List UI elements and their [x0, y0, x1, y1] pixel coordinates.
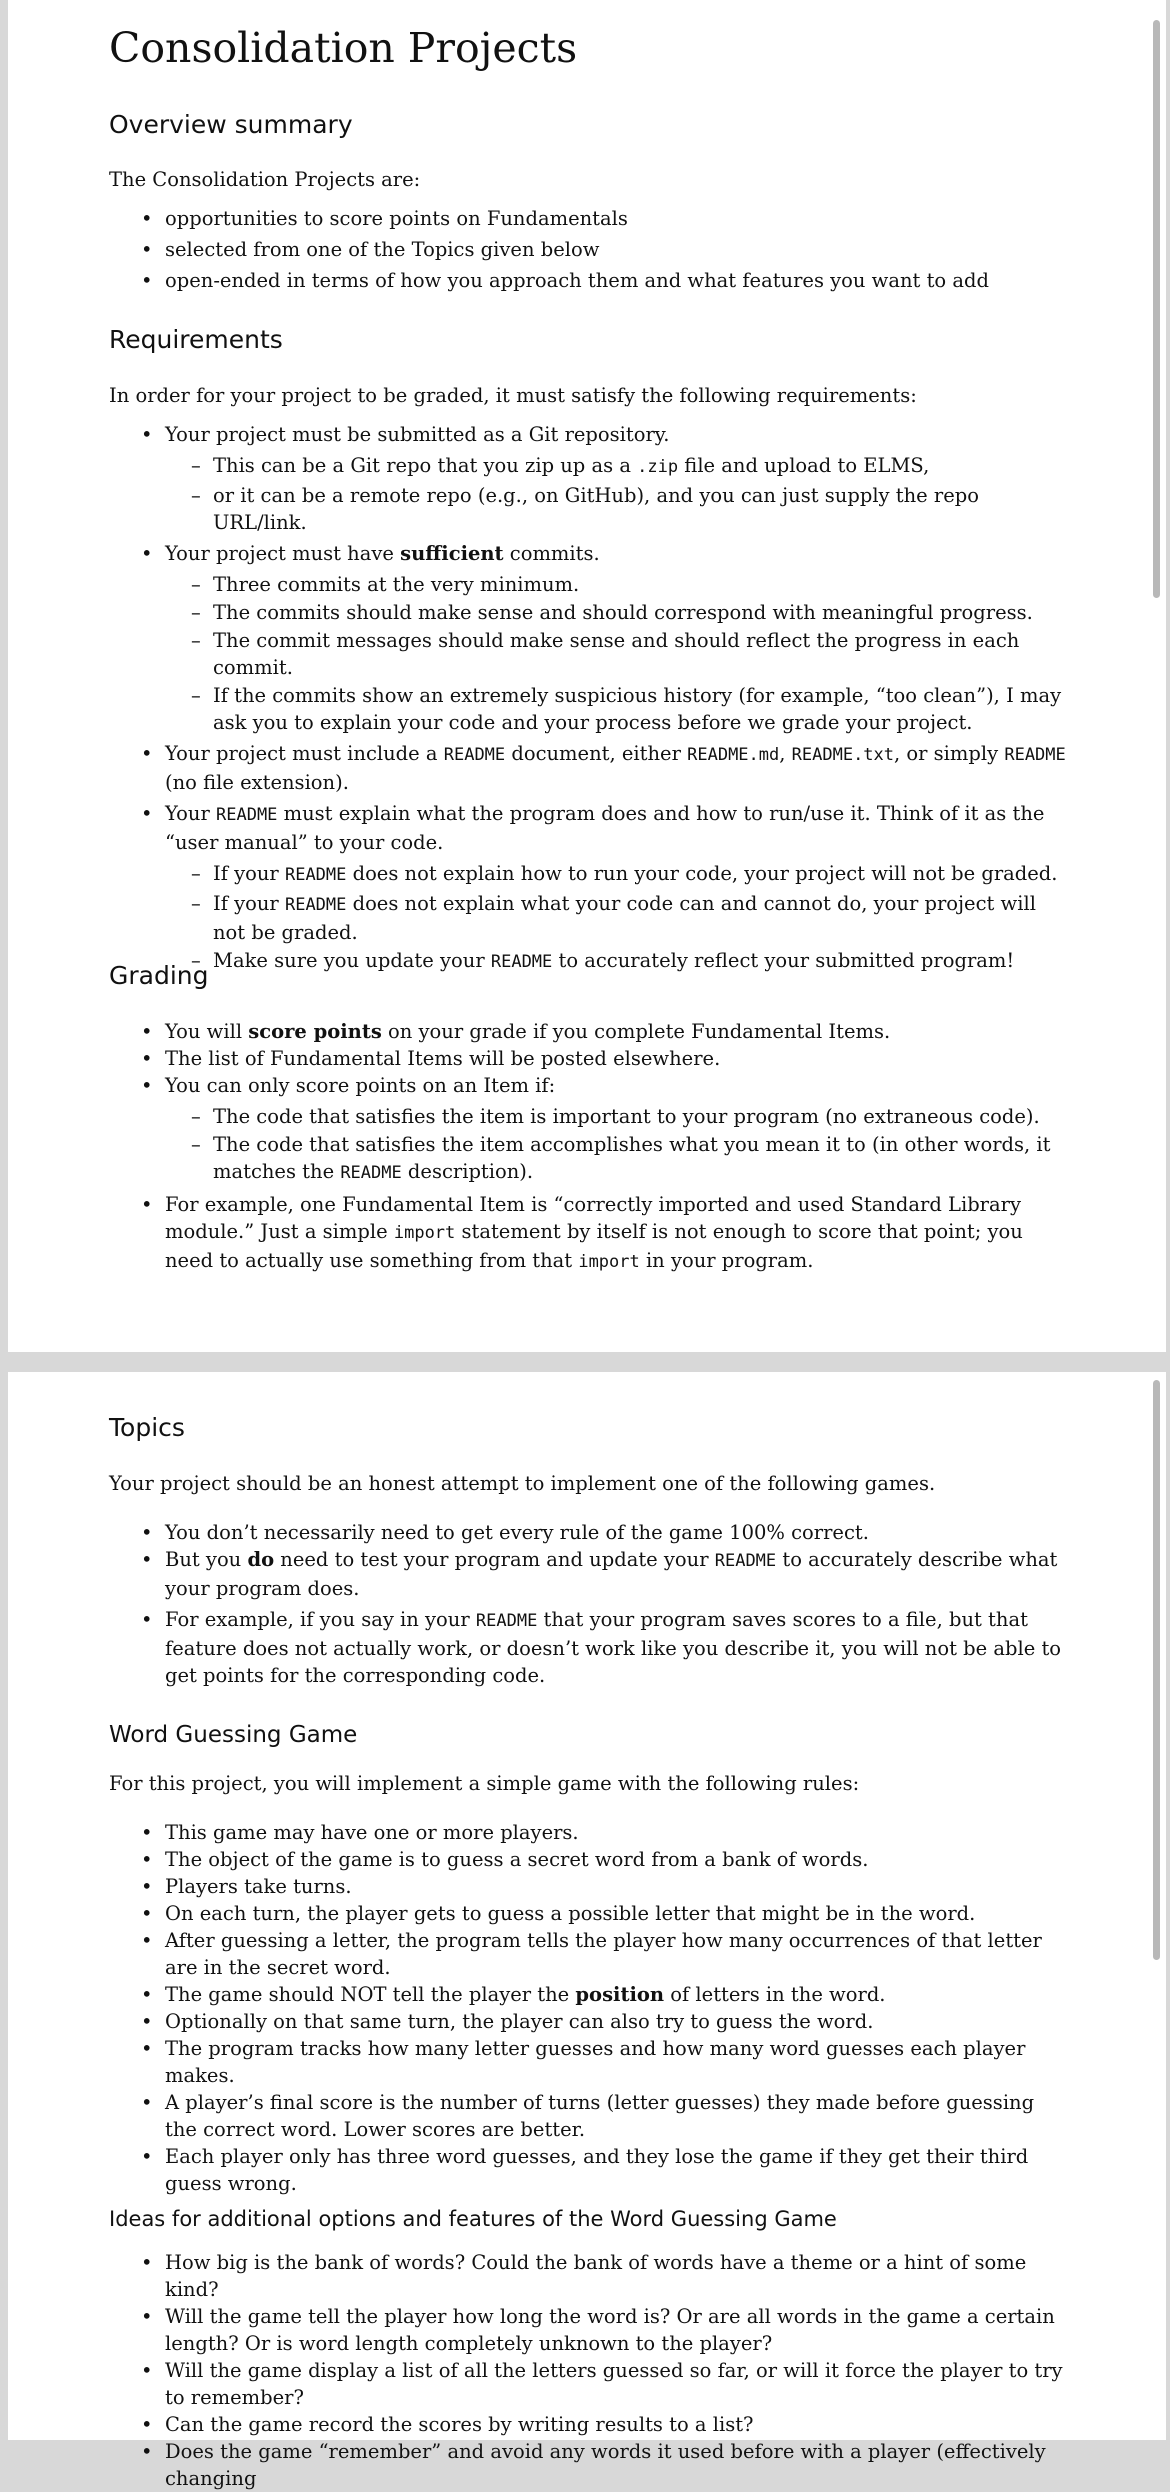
list-item: • selected from one of the Topics given below: [109, 236, 1069, 263]
overview-section: [109, 166, 1069, 298]
list-item: • Players take turns.: [109, 1873, 1069, 1900]
topics-intro: Your project should be an honest attempt to implement one of the following games.: [109, 1472, 936, 1495]
list-item: – Three commits at the very minimum.: [165, 571, 1069, 598]
list-item: • How big is the bank of words? Could the bank of words have a theme or a hint of some kind?: [109, 2249, 1069, 2303]
list-item: • Your project must have sufficient commits. – Three commits at the very minimum. – The commits should make sense and should correspond with meaningful progress. – The commit messages should make sense and should reflect the progress in each commit. – If the commits show an extremely suspicious history (for example, “too clean”), I may ask you to explain your code and your process before we grade your project.: [109, 540, 1069, 736]
ideas-section: [109, 2249, 1069, 2492]
list-item: • Your project must be submitted as a Git repository. – This can be a Git repo that you zip up as a .zip file and upload to ELMS, – or it can be a remote repo (e.g., on GitHub), and you can just supply the repo URL/link.: [109, 421, 1069, 536]
list-item: • The list of Fundamental Items will be posted elsewhere.: [109, 1045, 1069, 1072]
topics-section: [109, 1470, 1069, 1693]
scrollbar[interactable]: [1153, 1380, 1160, 1960]
list-item: • You don’t necessarily need to get every rule of the game 100% correct.: [109, 1519, 1069, 1546]
word-game-rules: [109, 1819, 1069, 2197]
list-item: • You will score points on your grade if you complete Fundamental Items.: [109, 1018, 1069, 1045]
list-item: • The game should NOT tell the player the position of letters in the word.: [109, 1981, 1069, 2008]
page-title: Consolidation Projects: [109, 24, 578, 72]
list-item: • A player’s final score is the number of turns (letter guesses) they made before guessing the correct word. Lower scores are better.: [109, 2089, 1069, 2143]
list-item: – If the commits show an extremely suspicious history (for example, “too clean”), I may ask you to explain your code and your process before we grade your project.: [165, 682, 1069, 736]
list-item: • Each player only has three word guesses, and they lose the game if they get their third guess wrong.: [109, 2143, 1069, 2197]
ideas-heading: Ideas for additional options and features of the Word Guessing Game: [109, 2207, 837, 2231]
list-item: • The object of the game is to guess a secret word from a bank of words.: [109, 1846, 1069, 1873]
scrollbar[interactable]: [1153, 20, 1160, 598]
list-item: • For example, if you say in your README that your program saves scores to a file, but that feature does not actually work, or doesn’t work like you describe it, you will not be able to get points for the corresponding code.: [109, 1606, 1069, 1689]
topics-heading: Topics: [109, 1413, 185, 1442]
list-item: – The commits should make sense and should correspond with meaningful progress.: [165, 599, 1069, 626]
list-item: • After guessing a letter, the program tells the player how many occurrences of that letter are in the secret word.: [109, 1927, 1069, 1981]
overview-intro: The Consolidation Projects are:: [109, 168, 421, 191]
list-item: • Will the game tell the player how long the word is? Or are all words in the game a certain length? Or is word length completely unknown to the player?: [109, 2303, 1069, 2357]
document-page-2: [8, 1372, 1166, 2490]
word-game-section: [109, 1770, 1069, 2197]
list-item: • Optionally on that same turn, the player can also try to guess the word.: [109, 2008, 1069, 2035]
requirements-section: [109, 382, 1069, 980]
list-item: – or it can be a remote repo (e.g., on GitHub), and you can just supply the repo URL/link.: [165, 482, 1069, 536]
list-item: – Make sure you update your README to accurately reflect your submitted program!: [165, 947, 1069, 976]
document-page-1: [8, 0, 1166, 1352]
list-item: • open-ended in terms of how you approach them and what features you want to add: [109, 267, 1069, 294]
word-game-heading: Word Guessing Game: [109, 1722, 358, 1748]
list-item: • Your project must include a README document, either README.md, README.txt, or simply README (no file extension).: [109, 740, 1069, 796]
list-item: • But you do need to test your program and update your README to accurately describe what your program does.: [109, 1546, 1069, 1602]
list-item: – The code that satisfies the item is important to your program (no extraneous code).: [165, 1103, 1069, 1130]
requirements-intro: In order for your project to be graded, it must satisfy the following requirements:: [109, 384, 917, 407]
requirements-heading: Requirements: [109, 325, 283, 354]
list-item: • On each turn, the player gets to guess a possible letter that might be in the word.: [109, 1900, 1069, 1927]
list-item: – The commit messages should make sense and should reflect the progress in each commit.: [165, 627, 1069, 681]
list-item: • This game may have one or more players.: [109, 1819, 1069, 1846]
list-item: – This can be a Git repo that you zip up as a .zip file and upload to ELMS,: [165, 452, 1069, 481]
list-item: • opportunities to score points on Fundamentals: [109, 205, 1069, 232]
overview-list: [109, 205, 1069, 294]
list-item: – If your README does not explain how to run your code, your project will not be graded.: [165, 860, 1069, 889]
grading-section: [109, 1018, 1069, 1280]
list-item: • Will the game display a list of all the letters guessed so far, or will it force the player to try to remember?: [109, 2357, 1069, 2411]
list-item: – If your README does not explain what your code can and cannot do, your project will not be graded.: [165, 890, 1069, 946]
grading-list: [109, 1018, 1069, 1276]
grading-heading: Grading: [109, 961, 209, 990]
list-item: • Does the game “remember” and avoid any words it used before with a player (effectively changing: [109, 2438, 1069, 2492]
word-game-intro: For this project, you will implement a simple game with the following rules:: [109, 1772, 860, 1795]
overview-heading: Overview summary: [109, 110, 353, 139]
requirements-list: [109, 421, 1069, 976]
list-item: – The code that satisfies the item accomplishes what you mean it to (in other words, it matches the README description).: [165, 1131, 1069, 1187]
topics-list: [109, 1519, 1069, 1689]
ideas-list: [109, 2249, 1069, 2492]
list-item: • For example, one Fundamental Item is “correctly imported and used Standard Library module.” Just a simple import statement by itself is not enough to score that point; you need to actually use something from that import in your program.: [109, 1191, 1069, 1276]
list-item: • The program tracks how many letter guesses and how many word guesses each player makes.: [109, 2035, 1069, 2089]
list-item: • Can the game record the scores by writing results to a list?: [109, 2411, 1069, 2438]
list-item: • Your README must explain what the program does and how to run/use it. Think of it as the “user manual” to your code. – If your README does not explain how to run your code, your project will not be graded. – If your README does not explain what your code can and cannot do, your project will not be graded. – Make sure you update your README to accurately reflect your submitted program!: [109, 800, 1069, 976]
list-item: • You can only score points on an Item if: – The code that satisfies the item is important to your program (no extraneous code). – The code that satisfies the item accomplishes what you mean it to (in other words, it matches the README description).: [109, 1072, 1069, 1187]
